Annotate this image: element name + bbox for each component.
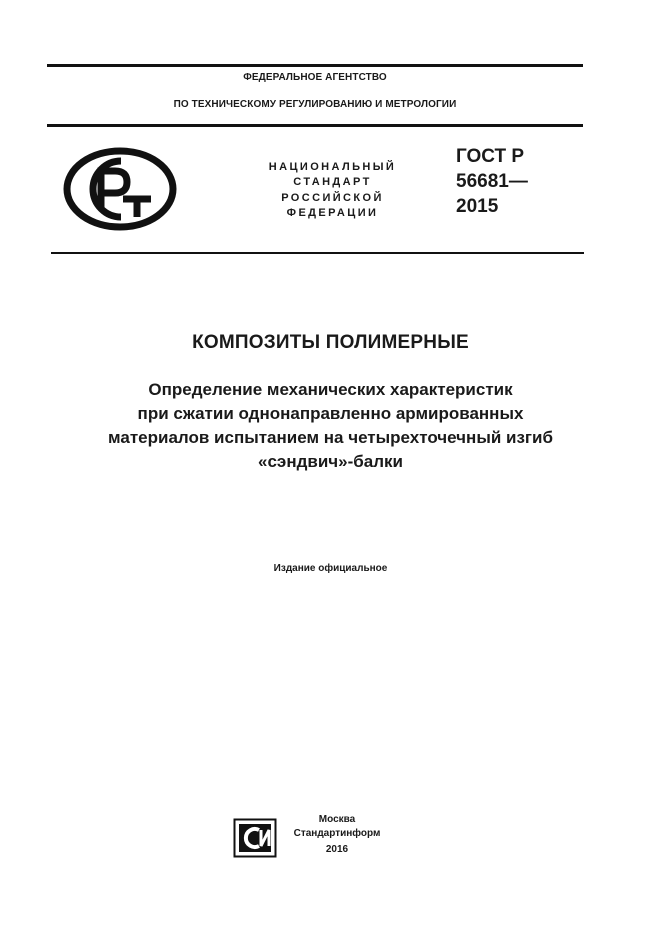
subtitle-line-2: при сжатии однонаправленно армированных [137,404,524,423]
subtitle-line-3: материалов испытанием на четырехточечный изгиб [108,428,553,447]
edition-label: Издание официальное [273,563,388,574]
subtitle-line-1: Определение механических характеристик [148,380,513,399]
gost-designation-line-2: 56681— [456,171,528,192]
standard-label-line-3: РОССИЙСКОЙ [281,192,384,204]
standard-label-line-1: НАЦИОНАЛЬНЫЙ [268,161,397,173]
agency-name-line-1: ФЕДЕРАЛЬНОЕ АГЕНТСТВО [243,72,387,83]
document-title: КОМПОЗИТЫ ПОЛИМЕРНЫЕ [192,332,469,353]
standartinform-logo-icon [233,818,277,858]
publisher-name: Стандартинформ [293,828,381,839]
publisher-city: Москва [318,814,356,825]
standard-label-line-2: СТАНДАРТ [293,176,372,188]
publication-year: 2016 [325,844,349,855]
gost-designation-line-3: 2015 [456,196,499,217]
standard-label-line-4: ФЕДЕРАЦИИ [286,207,379,219]
gost-designation-line-1: ГОСТ Р [456,146,525,167]
agency-name-line-2: ПО ТЕХНИЧЕСКОМУ РЕГУЛИРОВАНИЮ И МЕТРОЛОГИИ [173,99,457,110]
rst-logo-icon [63,147,177,231]
title-rule [51,252,584,254]
top-rule [47,64,583,67]
subtitle-line-4: «сэндвич»-балки [258,452,403,471]
header-rule [47,124,583,127]
